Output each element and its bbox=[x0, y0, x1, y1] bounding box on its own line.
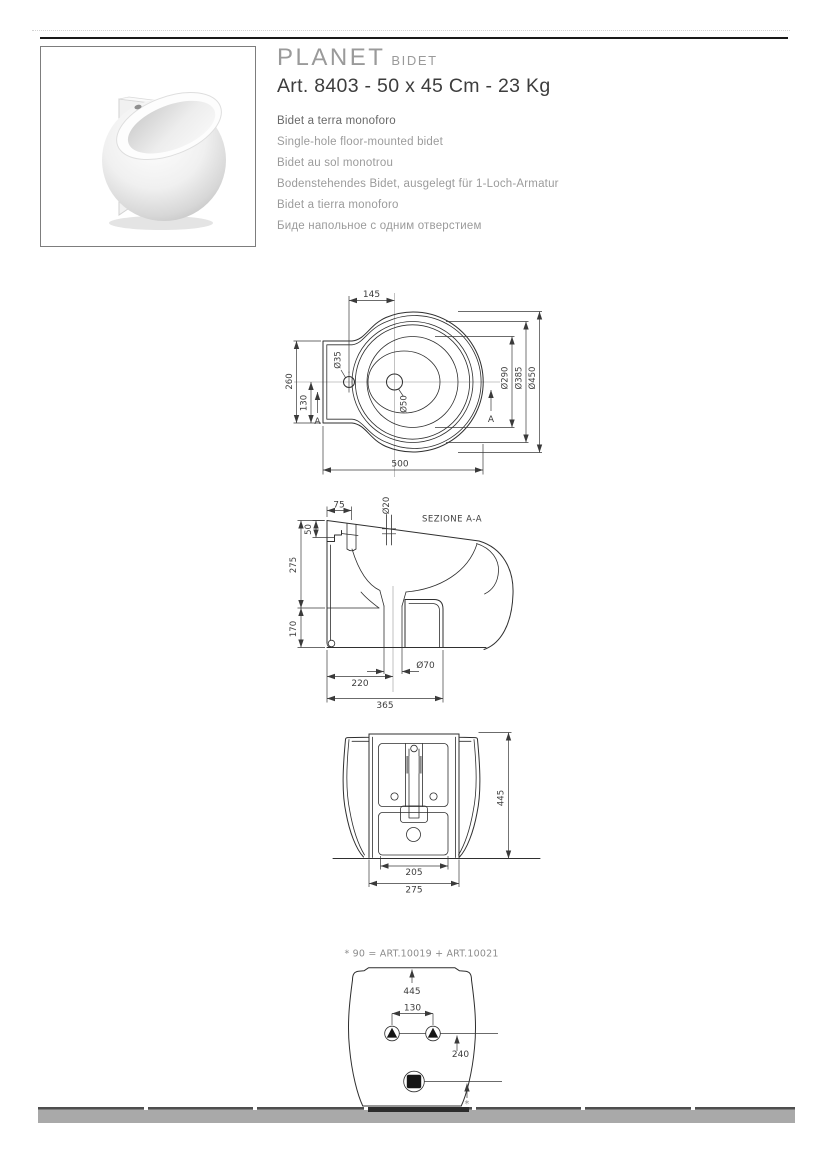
article-line: Art. 8403 - 50 x 45 Cm - 23 Kg bbox=[277, 75, 551, 97]
drain-note: * 90 = ART.10019 + ART.10021 bbox=[344, 948, 499, 960]
dim-145: 145 bbox=[362, 290, 381, 300]
dim-260: 260 bbox=[285, 373, 295, 390]
front-view-drawing bbox=[330, 724, 542, 894]
fixing-hole-right bbox=[430, 793, 437, 800]
dim-width-445: 445 bbox=[403, 987, 421, 997]
section-marker-a-left: A bbox=[314, 417, 321, 427]
dim-drain-70: Ø70 bbox=[416, 661, 435, 671]
dim-130: 130 bbox=[299, 394, 310, 412]
bolt-slot-left bbox=[406, 756, 409, 774]
dim-hole-20: Ø20 bbox=[382, 496, 392, 515]
dim-height-445: 445 bbox=[496, 789, 507, 807]
description-list bbox=[277, 111, 757, 237]
product-type: BIDET bbox=[391, 53, 438, 68]
dim-hole-50: Ø50 bbox=[399, 395, 410, 413]
dim-130-holes: 130 bbox=[403, 1003, 422, 1014]
floor-joint bbox=[253, 1107, 257, 1110]
floor-joint bbox=[144, 1107, 148, 1110]
description-es: Bidet a tierra monoforo bbox=[277, 199, 399, 211]
dim-275-front: 275 bbox=[405, 885, 423, 894]
section-title: SEZIONE A-A bbox=[421, 514, 483, 525]
floor-joint bbox=[581, 1107, 585, 1110]
dim-75: 75 bbox=[333, 500, 345, 511]
header-block bbox=[277, 44, 757, 237]
mounting-bracket bbox=[401, 806, 428, 823]
product-name: PLANET bbox=[277, 44, 386, 71]
dim-275: 275 bbox=[289, 556, 299, 574]
drain-hole-front bbox=[407, 828, 421, 842]
bolt-slot-right bbox=[419, 756, 422, 774]
dim-450: Ø450 bbox=[528, 366, 538, 390]
dim-365: 365 bbox=[376, 701, 394, 711]
fixing-marker-left bbox=[387, 1028, 397, 1038]
top-dotted-line bbox=[32, 30, 790, 31]
description-fr: Bidet au sol monotrou bbox=[277, 157, 394, 169]
dim-220: 220 bbox=[351, 679, 369, 689]
installation-view-drawing bbox=[335, 940, 542, 1112]
section-view-drawing bbox=[288, 492, 553, 722]
dim-385: Ø385 bbox=[514, 366, 525, 390]
plan-view-drawing bbox=[283, 278, 560, 480]
description-de: Bodenstehendes Bidet, ausgelegt für 1-Loch-Armatur bbox=[277, 178, 559, 190]
dim-170: 170 bbox=[289, 620, 299, 638]
dim-500: 500 bbox=[391, 459, 409, 470]
dim-205: 205 bbox=[405, 868, 423, 878]
top-rule bbox=[40, 37, 788, 39]
asterisk-marker: * bbox=[464, 1099, 470, 1110]
dim-hole-35: Ø35 bbox=[333, 351, 344, 369]
dim-290: Ø290 bbox=[500, 366, 511, 390]
product-photo-bidet bbox=[41, 47, 253, 244]
drain-outlet-marker bbox=[407, 1075, 421, 1088]
floor-joint bbox=[691, 1107, 695, 1110]
product-photo-frame bbox=[40, 46, 256, 247]
fixing-hole-left bbox=[391, 793, 398, 800]
description-ru: Биде напольное с одним отверстием bbox=[277, 220, 482, 232]
description-en: Single-hole floor-mounted bidet bbox=[277, 136, 444, 148]
product-title bbox=[277, 44, 757, 72]
section-marker-a-right: A bbox=[487, 415, 495, 425]
fixing-marker-right bbox=[428, 1028, 438, 1038]
dim-50: 50 bbox=[304, 524, 314, 535]
dim-240: 240 bbox=[451, 1050, 470, 1060]
description-it: Bidet a terra monoforo bbox=[277, 115, 396, 127]
